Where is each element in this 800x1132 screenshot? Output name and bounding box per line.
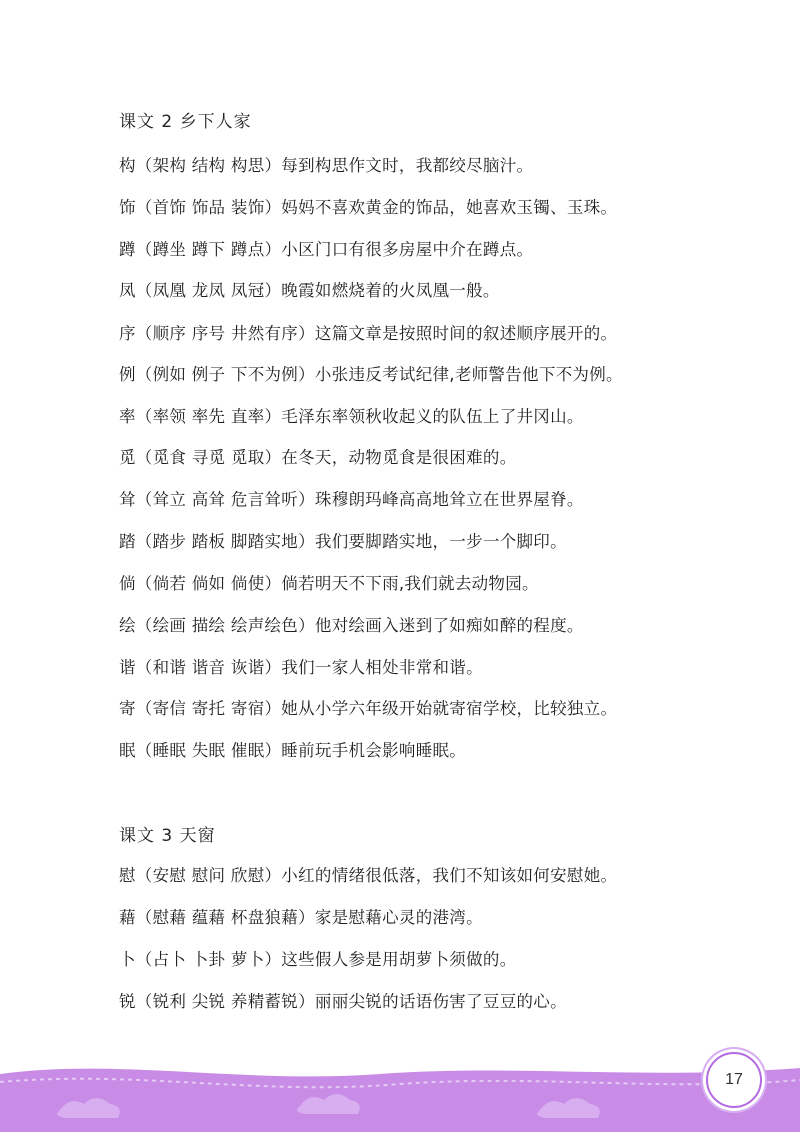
- section-2-title: 课文 3 天窗: [119, 826, 216, 846]
- vocab-line: 眠（睡眠 失眠 催眠）睡前玩手机会影响睡眠。: [119, 741, 467, 760]
- vocab-line: 慰（安慰 慰问 欣慰）小红的情绪很低落，我们不知该如何安慰她。: [119, 866, 618, 885]
- vocab-line: 耸（耸立 高耸 危言耸听）珠穆朗玛峰高高地耸立在世界屋脊。: [119, 490, 584, 509]
- vocab-line: 绘（绘画 描绘 绘声绘色）他对绘画入迷到了如痴如醉的程度。: [119, 616, 584, 635]
- vocab-line: 倘（倘若 倘如 倘使）倘若明天不下雨,我们就去动物园。: [119, 574, 539, 593]
- vocab-line: 卜（占卜 卜卦 萝卜）这些假人参是用胡萝卜须做的。: [119, 950, 517, 969]
- vocab-line: 凤（凤凰 龙凤 凤冠）晚霞如燃烧着的火凤凰一般。: [119, 281, 500, 300]
- section-1-title: 课文 2 乡下人家: [119, 112, 252, 132]
- vocab-line: 序（顺序 序号 井然有序）这篇文章是按照时间的叙述顺序展开的。: [119, 324, 618, 343]
- vocab-line: 饰（首饰 饰品 装饰）妈妈不喜欢黄金的饰品，她喜欢玉镯、玉珠。: [119, 198, 618, 217]
- vocab-line: 觅（觅食 寻觅 觅取）在冬天，动物觅食是很困难的。: [119, 448, 517, 467]
- page-number-badge: [706, 1052, 762, 1108]
- vocab-line: 藉（慰藉 蕴藉 杯盘狼藉）家是慰藉心灵的港湾。: [119, 908, 483, 927]
- vocab-line: 踏（踏步 踏板 脚踏实地）我们要脚踏实地，一步一个脚印。: [119, 532, 567, 551]
- vocab-line: 寄（寄信 寄托 寄宿）她从小学六年级开始就寄宿学校，比较独立。: [119, 699, 618, 718]
- page-number: 17: [725, 1071, 743, 1088]
- footer-wave-decoration: [0, 1040, 800, 1132]
- vocab-line: 率（率领 率先 直率）毛泽东率领秋收起义的队伍上了井冈山。: [119, 407, 584, 426]
- vocab-line: 例（例如 例子 下不为例）小张违反考试纪律,老师警告他下不为例。: [119, 365, 623, 384]
- vocab-line: 谐（和谐 谐音 诙谐）我们一家人相处非常和谐。: [119, 658, 483, 677]
- vocab-line: 锐（锐利 尖锐 养精蓄锐）丽丽尖锐的话语伤害了豆豆的心。: [119, 992, 567, 1011]
- vocab-line: 构（架构 结构 构思）每到构思作文时，我都绞尽脑汁。: [119, 156, 534, 175]
- vocab-line: 蹲（蹲坐 蹲下 蹲点）小区门口有很多房屋中介在蹲点。: [119, 240, 534, 259]
